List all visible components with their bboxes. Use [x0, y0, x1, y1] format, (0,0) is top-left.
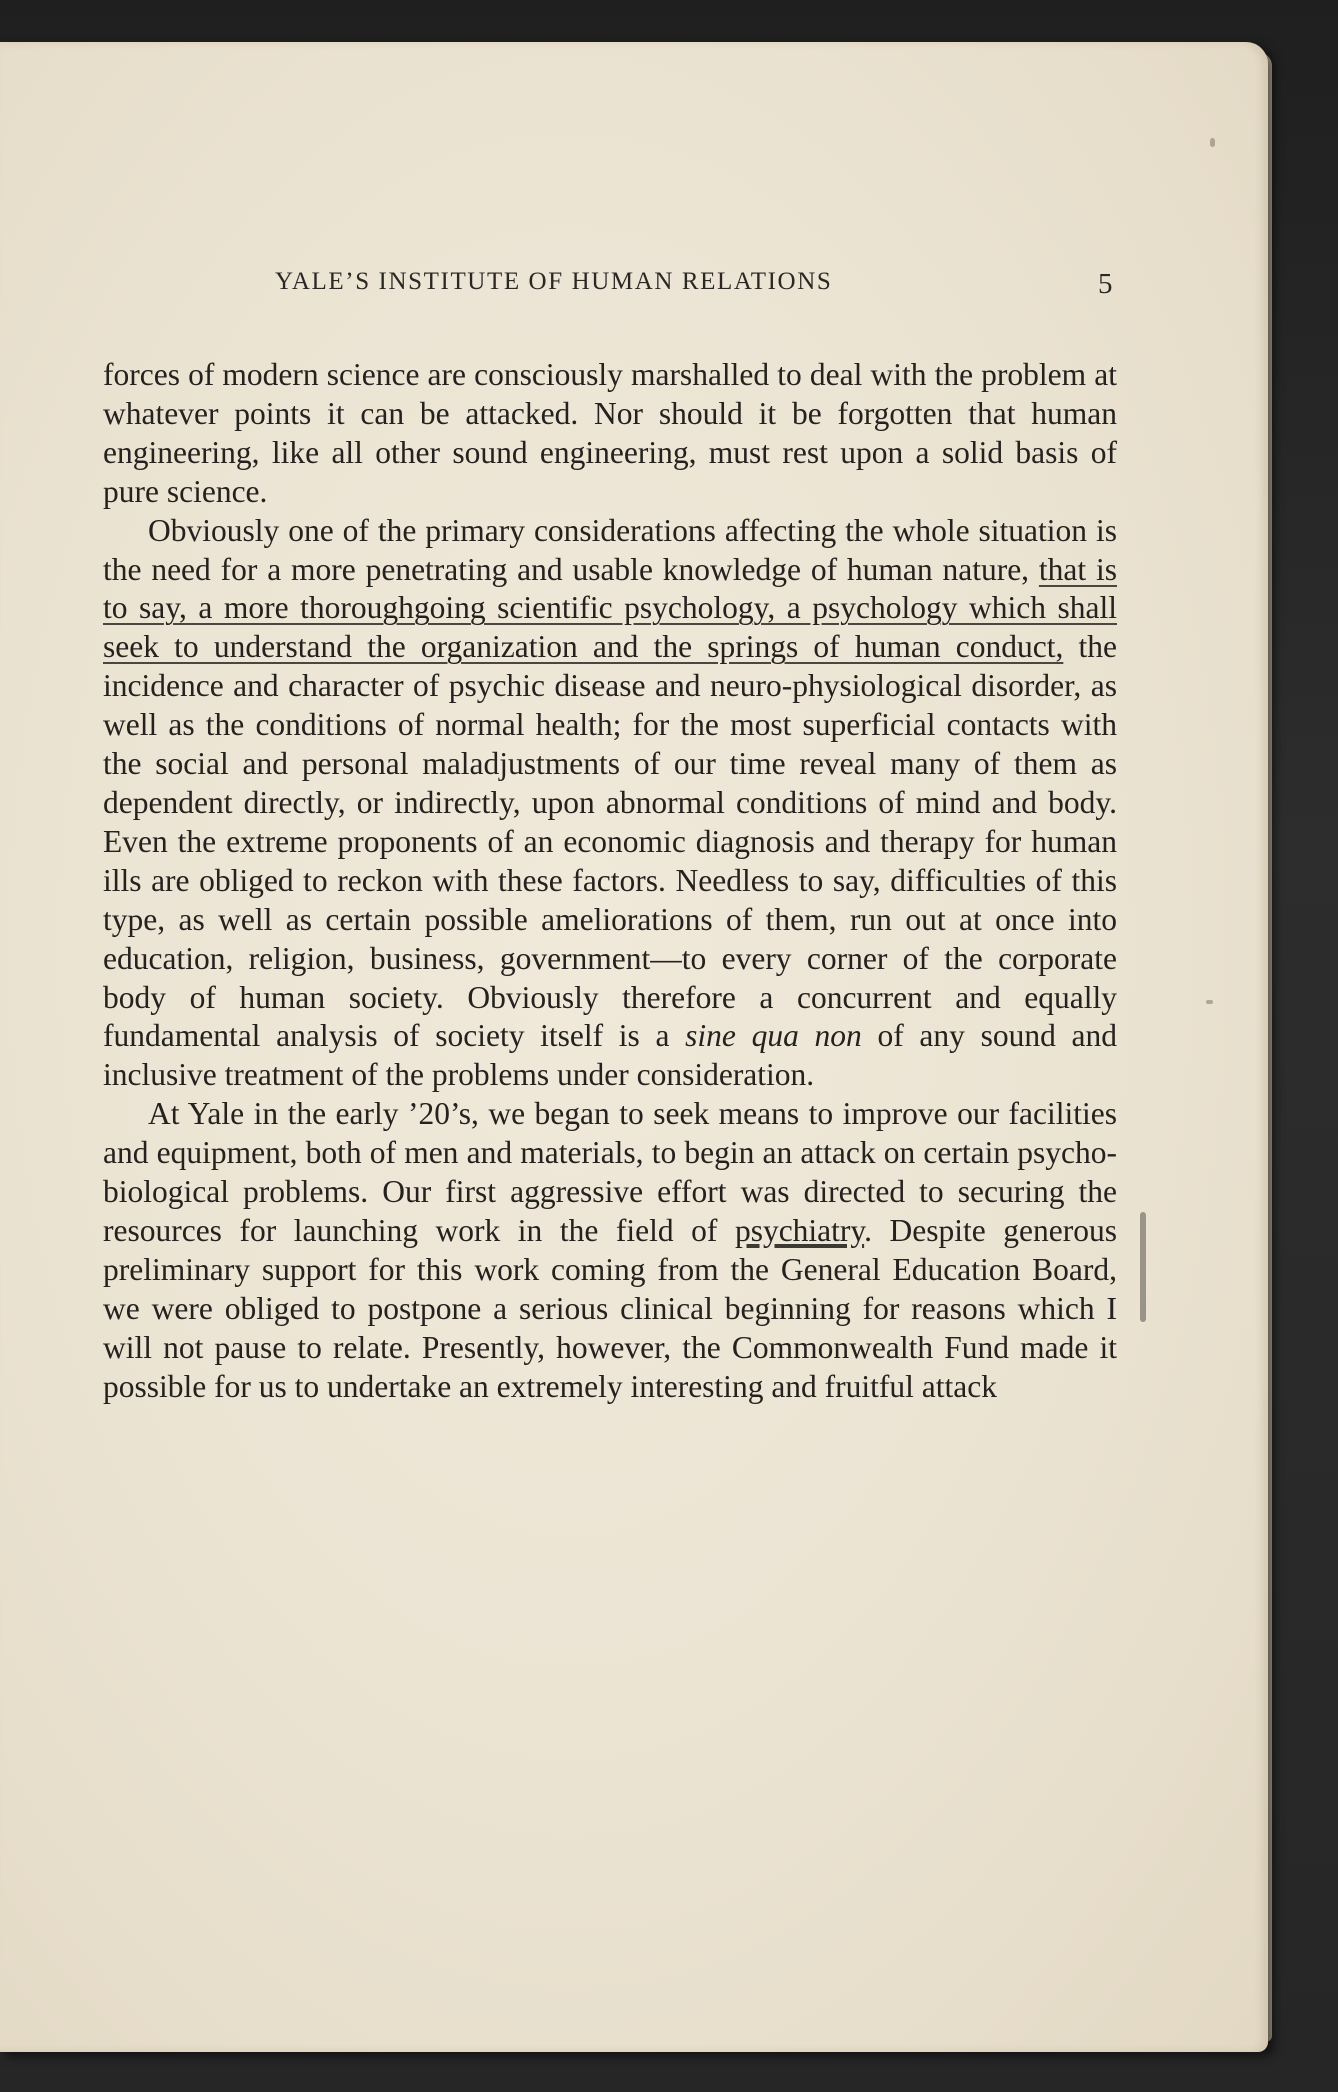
running-head: YALE’S INSTITUTE OF HUMAN RELATIONS — [275, 268, 833, 295]
marked-word: psychiatry — [734, 1212, 865, 1248]
paragraph-2 — [103, 512, 1117, 1096]
page-number: 5 — [1098, 268, 1113, 300]
margin-pencil-mark — [1140, 1212, 1146, 1322]
italic-phrase: sine qua non — [685, 1018, 862, 1054]
body-text — [103, 356, 1117, 1406]
paragraph-2-text: Obviously one of the primary considerations affecting the whole situation is the need for a more penetrating and usable knowledge of human nature, — [103, 512, 1117, 587]
paragraph-2-text: of any sound and inclusive treatment of the problems under consideration. — [103, 1018, 1117, 1093]
paragraph-3-text: At Yale in the early ’20’s, we began to seek means to improve our facilities and equipment, both of men and materials, to begin an attack on certain psycho-biological problems. Our first aggressive effort was directed to securing the resources for launching work in the field of — [103, 1096, 1117, 1248]
paragraph-2-text: the incidence and character of psychic disease and neuro-physiological disorder, as well as the conditions of normal health; for the most superficial contacts with the social and personal maladjustments of our time reveal many of them as dependent directly, or indirectly, upon abnormal conditions of mind and body. Even the extreme proponents of an economic diagnosis and therapy for human ills are obliged to reckon with these factors. Needless to say, difficulties of this type, as well as certain possible ameliorations of them, run out at once into education, religion, business, government—to every corner of the corporate body of human society. Obviously therefore a concurrent and equally fundamental analysis of society itself is a — [103, 629, 1118, 1054]
handwritten-underline-passage: that is to say, a more thoroughgoing scientific psychology, a psychology which shall seek to understand the organization and the springs of human conduct, — [103, 551, 1117, 665]
paragraph-3-text: . Despite generous preliminary support for this work coming from the General Education Board, we were obliged to postpone a serious clinical beginning for reasons which I will not pause to relate. Presently, however, the Commonwealth Fund made it possible for us to undertake an extremely interesting and fruitful attack — [103, 1212, 1118, 1404]
paper-speck — [1210, 138, 1215, 147]
paragraph-3 — [103, 1095, 1117, 1406]
paragraph-1: forces of modern science are consciously marshalled to deal with the problem at whatever points it can be attacked. Nor should it be forgotten that human engineering, like all other sound engineering, must rest upon a solid basis of pure science. — [103, 357, 1117, 509]
paper-speck — [1206, 1000, 1213, 1004]
